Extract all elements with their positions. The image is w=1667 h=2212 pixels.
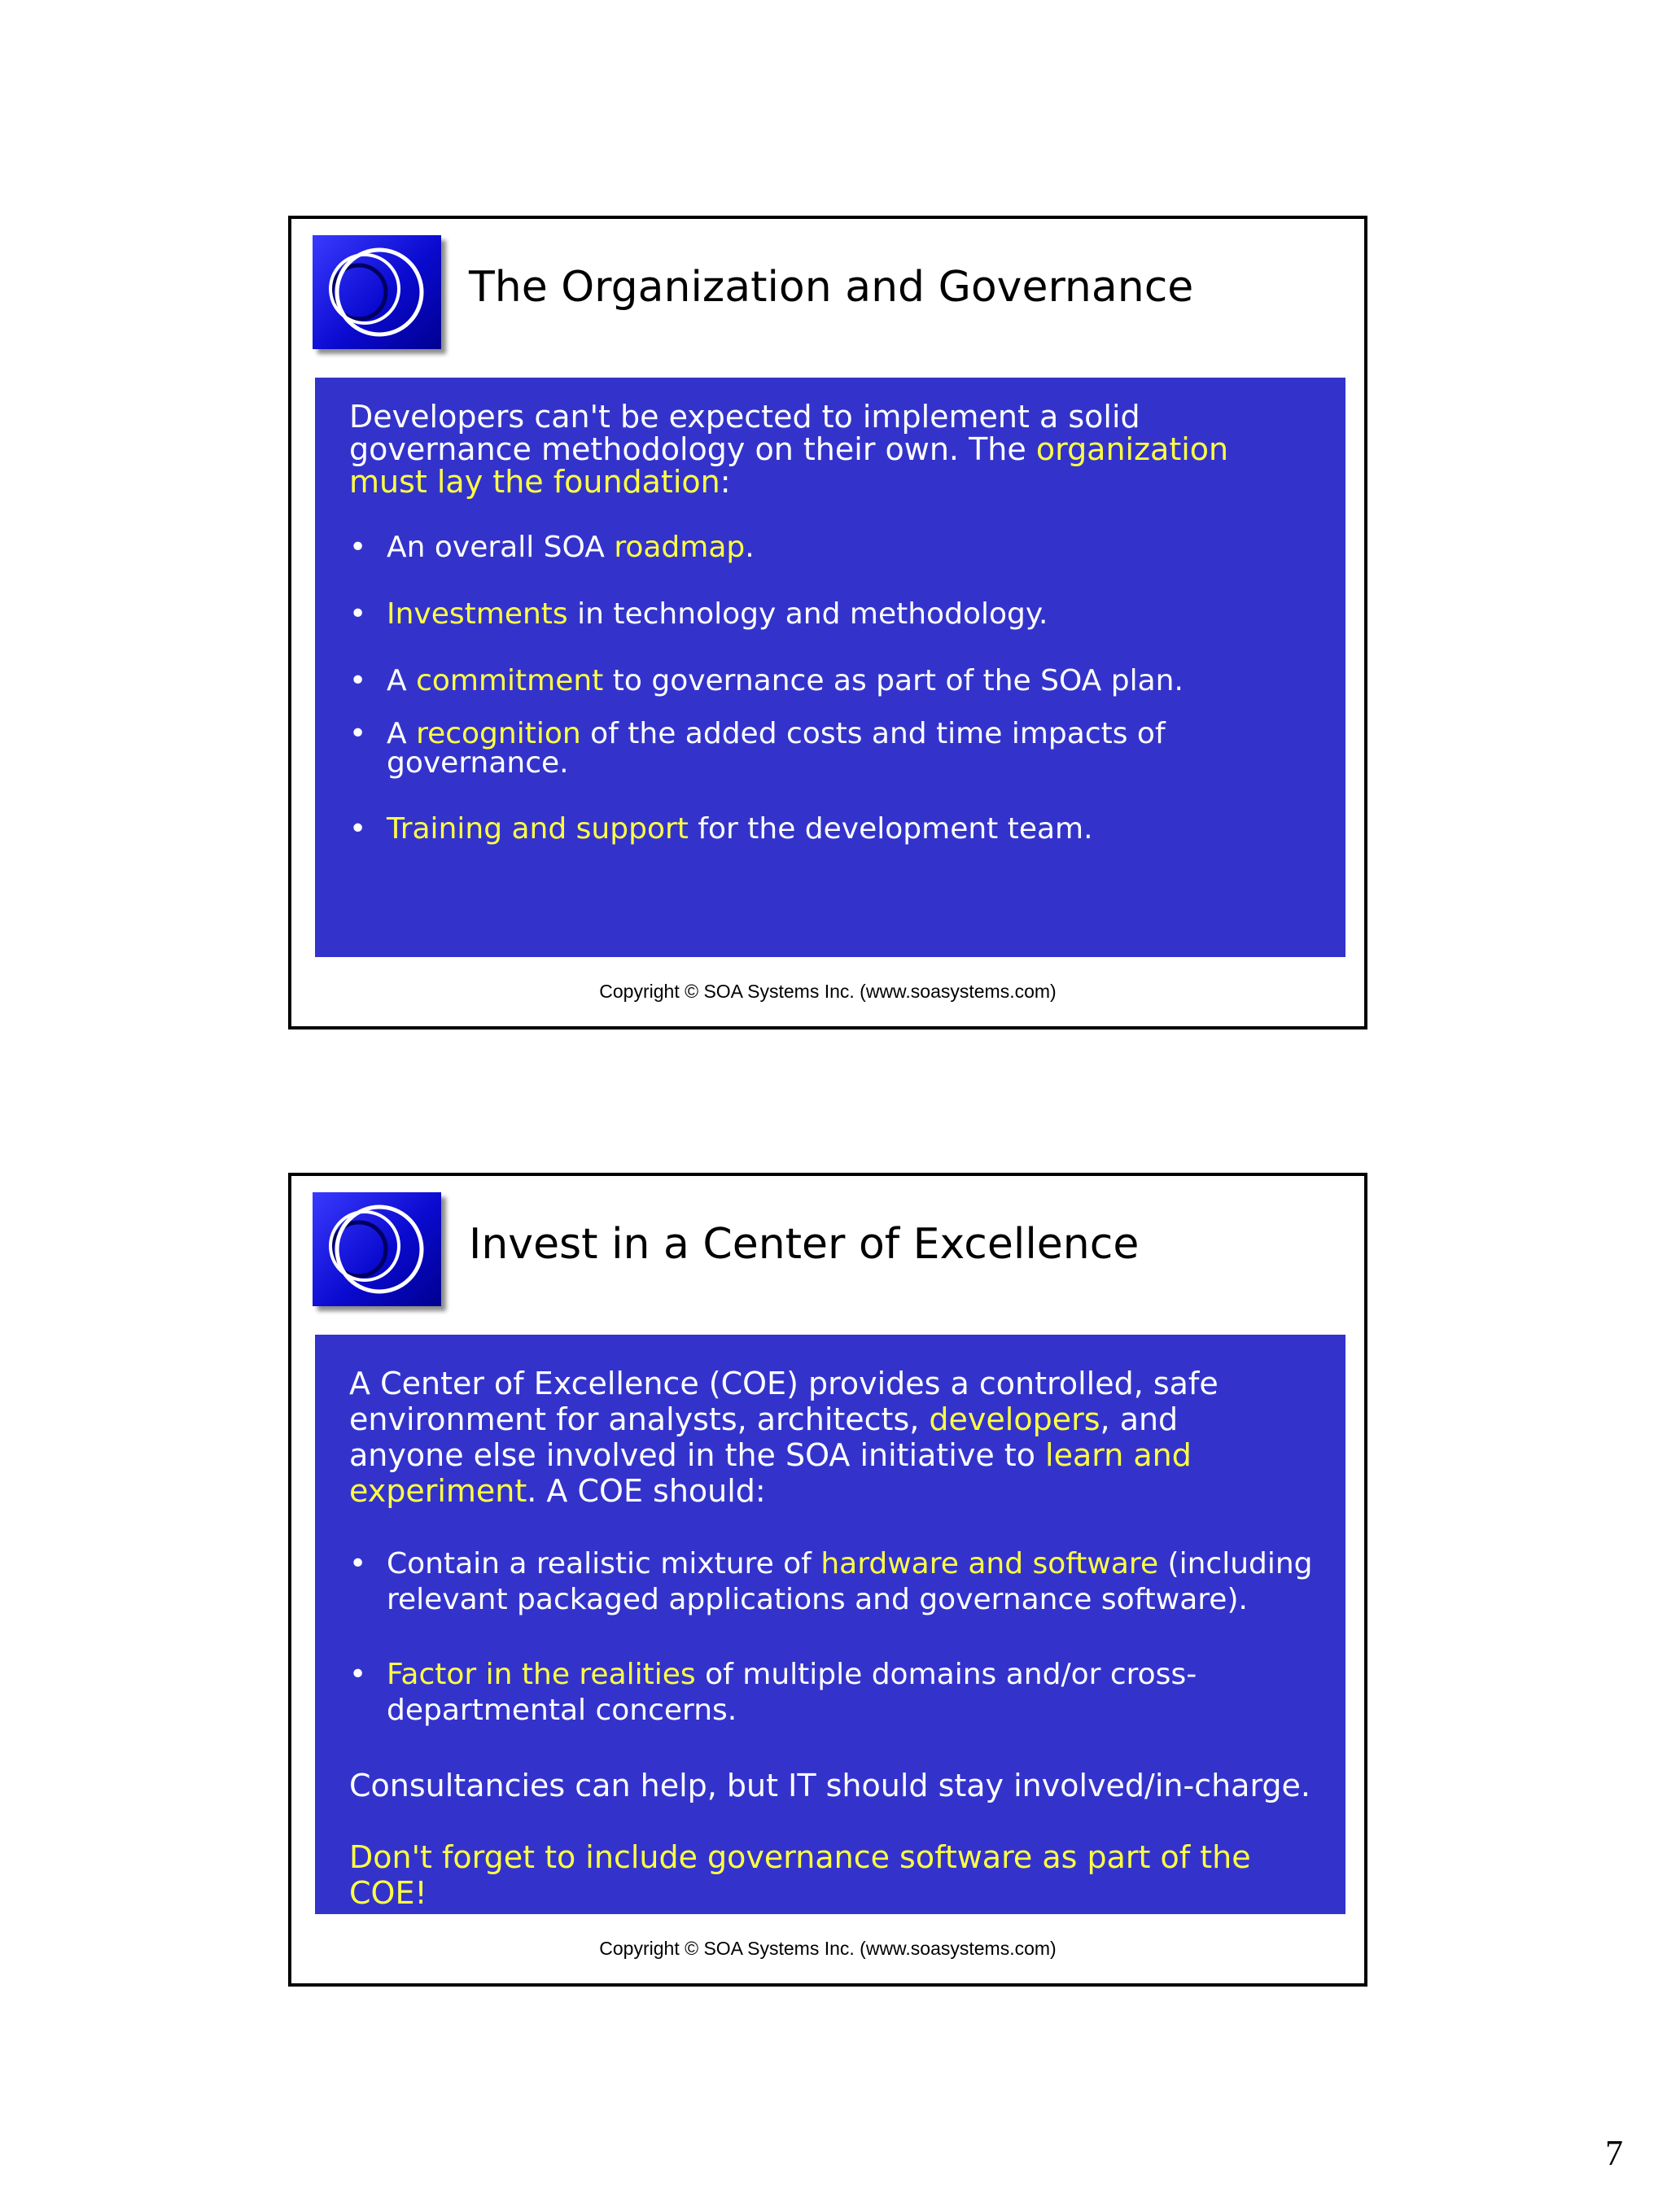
intro-text: A Center of Excellence (COE) provides a controlled, safe environment for analysts, architects, developers, and anyone else involved in the SOA initiative to learn and experiment. A COE should: — [349, 1366, 1219, 1509]
list-item: • An overall SOA roadmap. — [349, 531, 755, 564]
list-item: • Contain a realistic mixture of hardware and software (including relevant packaged applications and governance software). — [349, 1547, 1313, 1616]
logo-icon — [313, 1192, 441, 1306]
slide-title: Invest in a Center of Excellence — [469, 1220, 1140, 1269]
bullet-list — [349, 1546, 1313, 1729]
copyright-text: Copyright © SOA Systems Inc. (www.soasystems.com) — [599, 1938, 1057, 1959]
note-text: Consultancies can help, but IT should stay involved/in-charge. — [349, 1768, 1311, 1803]
content-panel — [315, 1335, 1345, 1914]
list-item: • Training and support for the development team. — [349, 812, 1093, 846]
slide-title: The Organization and Governance — [469, 263, 1194, 312]
list-item: • A recognition of the added costs and time impacts of governance. — [349, 717, 1166, 780]
slide-2 — [288, 1173, 1367, 1987]
page-number: 7 — [1605, 2133, 1623, 2173]
copyright-text: Copyright © SOA Systems Inc. (www.soasystems.com) — [599, 981, 1057, 1002]
intro-text: Developers can't be expected to implement a solid governance methodology on their own. The organization must lay the foundation: — [349, 399, 1229, 500]
closing-text: Don't forget to include governance software as part of the COE! — [349, 1839, 1251, 1911]
list-item: • Factor in the realities of multiple domains and/or cross-departmental concerns. — [349, 1658, 1197, 1727]
bullet-list — [349, 532, 1313, 845]
slide-1 — [288, 216, 1367, 1029]
content-panel — [315, 378, 1345, 957]
logo-icon — [313, 235, 441, 349]
list-item: • Investments in technology and methodology. — [349, 597, 1048, 631]
list-item: • A commitment to governance as part of the SOA plan. — [349, 664, 1184, 697]
